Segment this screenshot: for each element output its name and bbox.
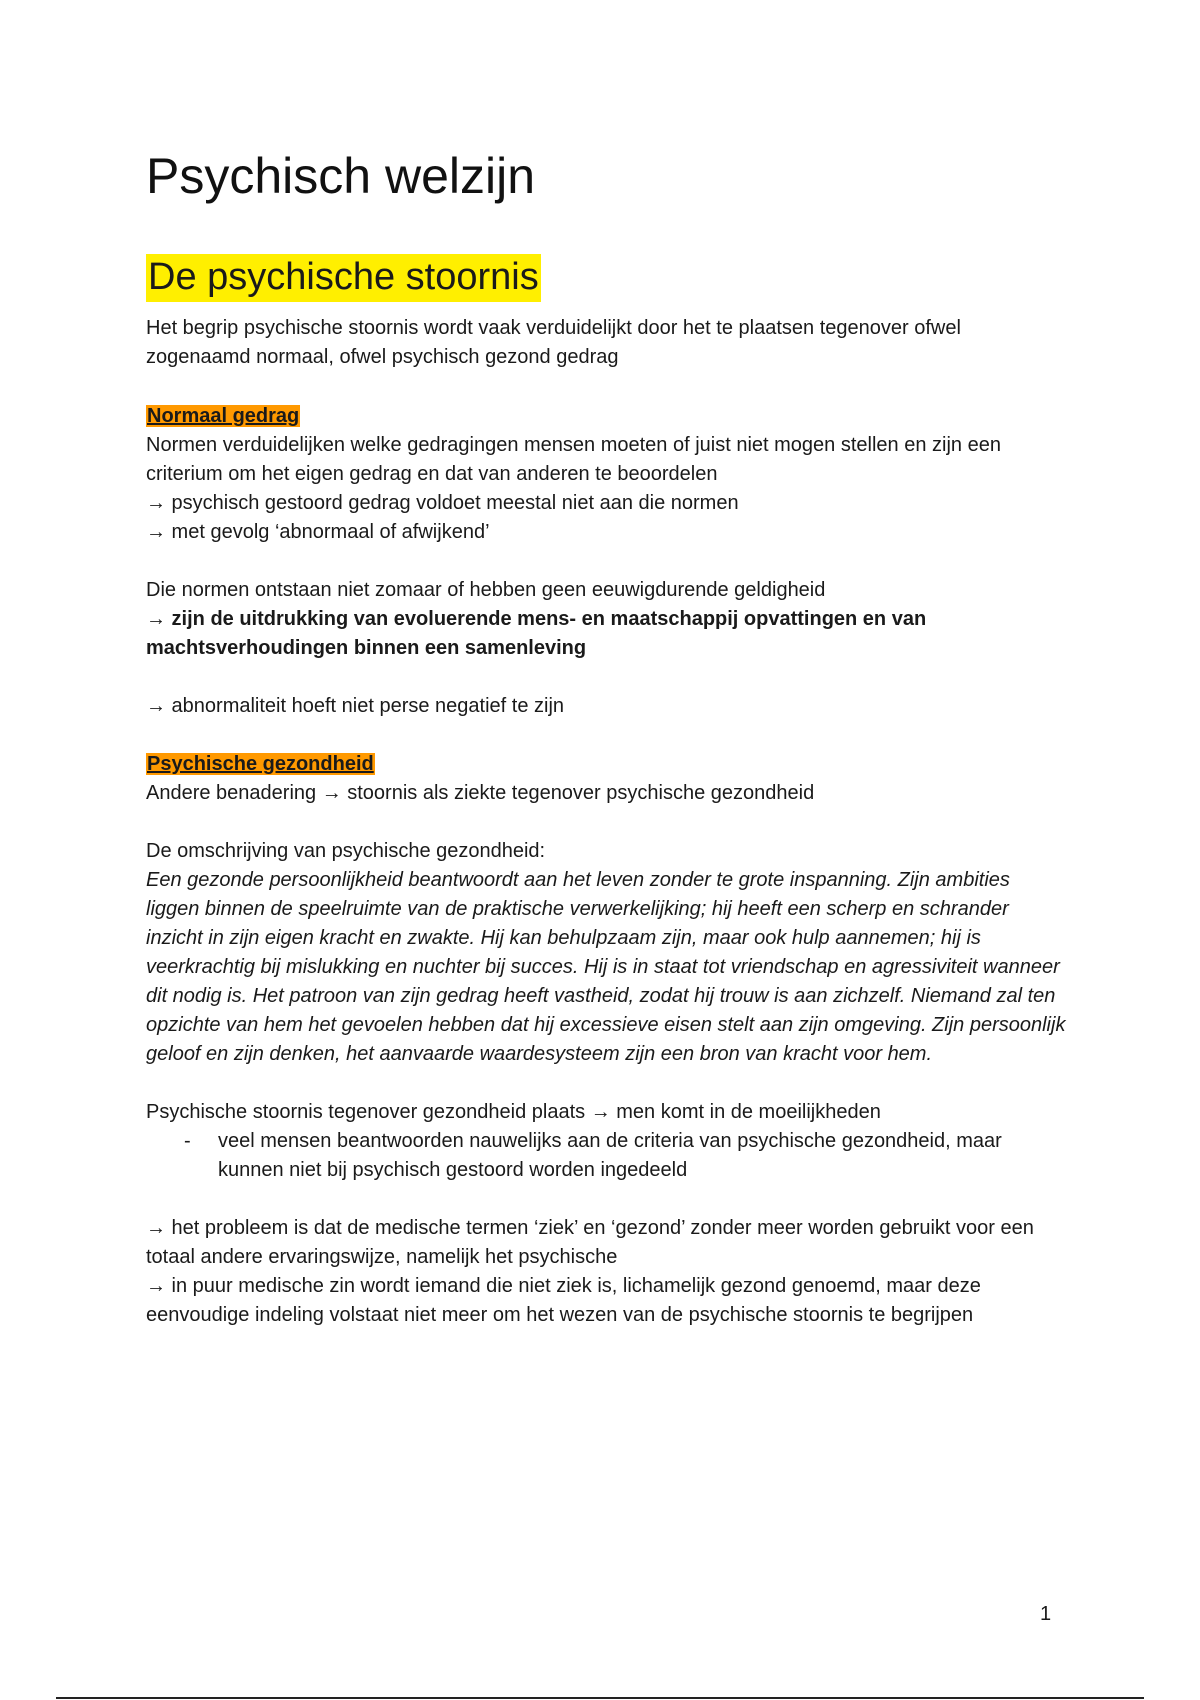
abnormaliteit-line: → abnormaliteit hoeft niet perse negatief te zijn — [146, 695, 565, 717]
page-number: 1 — [1040, 1603, 1052, 1625]
document-content — [146, 140, 1066, 1330]
andere-benadering-line: Andere benadering → stoornis als ziekte tegenover psychische gezondheid — [146, 782, 815, 804]
section-heading — [146, 252, 1066, 302]
contrast-line: Psychische stoornis tegenover gezondheid plaats → men komt in de moeilijkheden — [146, 1101, 881, 1123]
subheading-normaal-gedrag-text: Normaal gedrag — [147, 405, 300, 427]
subheading-psychische-gezondheid — [146, 750, 1066, 779]
subheading-normaal-gedrag — [146, 402, 1066, 431]
probleem-paragraph: → het probleem is dat de medische termen ‘ziek’ en ‘gezond’ zonder meer worden gebruikt voor een totaal andere ervaringswijze, namelijk het psychische — [146, 1217, 1034, 1268]
document-title: Psychisch welzijn — [146, 148, 536, 204]
medische-zin-paragraph: → in puur medische zin wordt iemand die niet ziek is, lichamelijk gezond genoemd, maar deze eenvoudige indeling volstaat niet meer om het wezen van de psychische stoornis te begrijpen — [146, 1275, 981, 1326]
arrow-line-abnormaal: → met gevolg ‘abnormaal of afwijkend’ — [146, 521, 490, 543]
arrow-line-gestoord: → psychisch gestoord gedrag voldoet meestal niet aan die normen — [146, 492, 739, 514]
subheading-psychische-gezondheid-text: Psychische gezondheid — [147, 753, 374, 775]
omschrijving-label: De omschrijving van psychische gezondheid: — [146, 840, 546, 862]
bullet-dash: - — [184, 1130, 191, 1152]
intro-paragraph: Het begrip psychische stoornis wordt vaak verduidelijkt door het te plaatsen tegenover ofwel zogenaamd normaal, ofwel psychisch gezond gedrag — [146, 317, 961, 368]
bullet-item — [146, 1127, 1066, 1185]
normen-ontstaan-paragraph: Die normen ontstaan niet zomaar of hebben geen eeuwigdurende geldigheid — [146, 579, 826, 601]
page-bottom-divider — [56, 1697, 1144, 1699]
bold-arrow-paragraph: → zijn de uitdrukking van evoluerende mens- en maatschappij opvattingen en van machtsverhoudingen binnen een samenleving — [146, 608, 927, 659]
definition-paragraph: Een gezonde persoonlijkheid beantwoordt aan het leven zonder te grote inspanning. Zijn ambities liggen binnen de speelruimte van de praktische verwerkelijking; hij heeft een scherp en schrander inzicht in zijn eigen kracht en zwakte. Hij kan behulpzaam zijn, maar ook hulp aannemen; hij is veerkrachtig bij mislukking en nuchter bij succes. Hij is in staat tot vriendschap en agressiviteit wanneer dit nodig is. Het patroon van zijn gedrag heeft vastheid, zodat hij trouw is aan zichzelf. Niemand zal ten opzichte van hem het gevoelen hebben dat hij excessieve eisen stelt aan zijn omgeving. Zijn persoonlijk geloof en zijn denken, het aanvaarde waardesysteem zijn een bron van kracht voor hem. — [146, 869, 1066, 1065]
section-heading-text: De psychische stoornis — [146, 254, 541, 302]
normen-paragraph: Normen verduidelijken welke gedragingen mensen moeten of juist niet mogen stellen en zijn een criterium om het eigen gedrag en dat van anderen te beoordelen — [146, 434, 1001, 485]
bullet-text: veel mensen beantwoorden nauwelijks aan de criteria van psychische gezondheid, maar kunnen niet bij psychisch gestoord worden ingedeeld — [218, 1130, 1002, 1181]
